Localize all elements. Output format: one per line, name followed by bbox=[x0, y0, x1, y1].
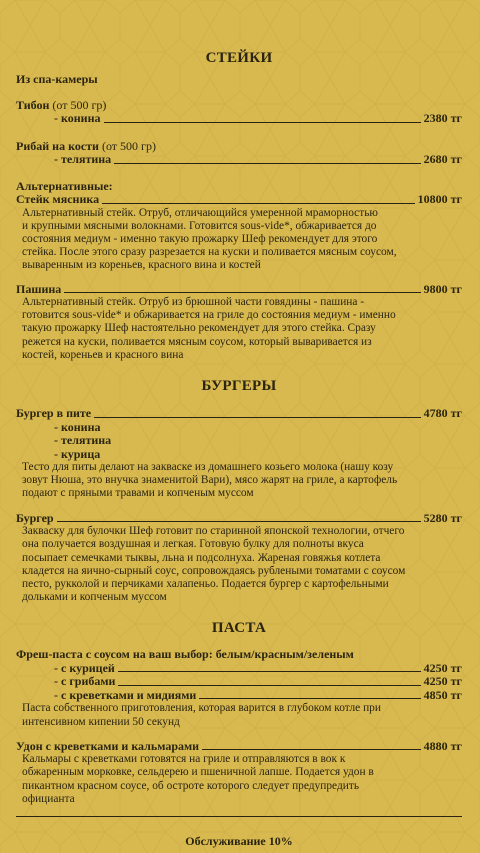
description-line: Закваску для булочки Шеф готовит по старинной японской технологии, отчего bbox=[22, 525, 405, 538]
fresh-pasta-option bbox=[16, 675, 462, 689]
spa-chamber-label: Из спа-камеры bbox=[16, 72, 98, 86]
description-line: она получается воздушная и легкая. Готовую булку для полноты вкуса bbox=[22, 538, 364, 551]
ribeye-note: (от 500 гр) bbox=[101, 138, 156, 153]
fresh-pasta-option bbox=[16, 662, 462, 676]
flank-steak-price: 9800 тг bbox=[423, 281, 462, 296]
tbone-item bbox=[16, 99, 462, 113]
butcher-steak-name: Стейк мясника bbox=[16, 192, 100, 206]
tbone-price: 2380 тг bbox=[423, 111, 462, 125]
description-line: подают с пряными травами и копченым муссом bbox=[22, 487, 254, 500]
fresh-pasta-option-price: 4250 тг bbox=[423, 674, 462, 689]
leader-line bbox=[202, 749, 421, 750]
description-line: песто, рукколой и перчиками халапеньо. Подается бургер с картофельными bbox=[22, 577, 389, 590]
pasta-section bbox=[16, 604, 462, 806]
pita-option: - конина bbox=[54, 419, 101, 434]
leader-line bbox=[199, 698, 420, 699]
description-line: и крупными мясными волокнами. Готовится sous-vide*, обжаривается до bbox=[22, 219, 377, 232]
udon-name: Удон с креветками и кальмарами bbox=[16, 738, 200, 753]
fresh-pasta-description bbox=[16, 702, 462, 728]
description-line: дольками и копченым муссом bbox=[22, 591, 167, 604]
description-line: Паста собственного приготовления, которая варится в глубоком котле при bbox=[22, 702, 381, 715]
pita-burger-description bbox=[16, 461, 462, 501]
ribeye-option-label: - телятина bbox=[54, 152, 112, 166]
udon-item bbox=[16, 740, 462, 754]
description-line: Альтернативный стейк. Отруб из брюшной части говядины - пашина - bbox=[22, 296, 365, 309]
burger-item bbox=[16, 512, 462, 526]
tbone-note: (от 500 гр) bbox=[52, 97, 107, 112]
ribeye-name: Рибай на кости bbox=[16, 138, 99, 153]
pita-burger-name: Бургер в пите bbox=[16, 406, 92, 421]
butcher-steak-price: 10800 тг bbox=[417, 192, 462, 206]
burger-description bbox=[16, 525, 462, 604]
pita-option: - курица bbox=[54, 446, 101, 461]
leader-line bbox=[104, 122, 421, 123]
description-line: обжаренным морковке, сельдерею и пшеничной лапше. Подается удон в bbox=[22, 766, 374, 779]
pasta-title: ПАСТА bbox=[211, 620, 267, 637]
tbone-option bbox=[16, 112, 462, 126]
description-line: Тесто для питы делают на закваске из домашнего козьего молока (нашу козу bbox=[22, 461, 394, 474]
pita-burger-item bbox=[16, 407, 462, 421]
leader-line bbox=[57, 521, 421, 522]
description-line: зовут Нюша, это внучка знаменитой Вари), мясо жарят на гриле, а картофель bbox=[22, 474, 398, 487]
ribeye-item bbox=[16, 140, 462, 154]
description-line: Альтернативный стейк. Отруб, отличающийся умеренной мраморностью bbox=[22, 206, 378, 219]
leader-line bbox=[118, 685, 420, 686]
leader-line bbox=[102, 203, 415, 204]
fresh-pasta-option-label: - с курицей bbox=[54, 660, 115, 675]
flank-steak-description bbox=[16, 296, 462, 362]
udon-price: 4880 тг bbox=[423, 738, 462, 753]
ribeye-price: 2680 тг bbox=[423, 152, 462, 166]
pita-burger-price: 4780 тг bbox=[423, 406, 462, 421]
steaks-section bbox=[16, 0, 462, 362]
description-line: кладется на яично-сырный соус, сопровождаясь рублеными томатами с соусом bbox=[22, 564, 406, 577]
leader-line bbox=[64, 292, 420, 293]
flank-steak-name: Пашина bbox=[16, 281, 62, 296]
service-charge: Обслуживание 10% bbox=[185, 834, 293, 849]
fresh-pasta-option bbox=[16, 689, 462, 703]
description-line: вываренным из кореньев, красного вина и костей bbox=[22, 259, 261, 272]
description-line: готовится sous-vide* и обжаривается на гриле до состояния медиум - именно bbox=[22, 309, 396, 322]
tbone-option-label: - конина bbox=[54, 111, 101, 125]
burger-name: Бургер bbox=[16, 510, 54, 525]
ribeye-option bbox=[16, 153, 462, 167]
description-line: интенсивном кипении 50 секунд bbox=[22, 715, 180, 728]
alternative-label: Альтернативные: bbox=[16, 178, 113, 193]
description-line: режется на куски, поливается мясным соусом, который вываривается из bbox=[22, 335, 372, 348]
fresh-pasta-option-label: - с креветками и мидиями bbox=[54, 687, 197, 702]
pita-option: - телятина bbox=[54, 433, 112, 448]
udon-description bbox=[16, 753, 462, 806]
description-line: костей, кореньев и красного вина bbox=[22, 348, 184, 361]
footer-divider bbox=[16, 816, 462, 817]
description-line: такую прожарку Шеф настоятельно рекомендует для этого стейка. Сразу bbox=[22, 322, 376, 335]
description-line: состояния медиум - именно такую прожарку Шеф рекомендует для этого bbox=[22, 232, 378, 245]
burgers-title: БУРГЕРЫ bbox=[201, 378, 277, 395]
leader-line bbox=[94, 417, 421, 418]
burgers-section bbox=[16, 362, 462, 604]
fresh-pasta-option-price: 4850 тг bbox=[423, 687, 462, 702]
description-line: стейка. После этого сразу разрезается на куски и поливается мясным соусом, bbox=[22, 246, 397, 259]
steaks-title: СТЕЙКИ bbox=[205, 50, 273, 66]
butcher-steak-item bbox=[16, 193, 462, 207]
burger-price: 5280 тг bbox=[423, 510, 462, 525]
fresh-pasta-name: Фреш-паста с соусом на ваш выбор: белым/красным/зеленым bbox=[16, 647, 354, 662]
description-line: пикантном красном соусе, об остроте которого следует предупредить bbox=[22, 779, 360, 792]
leader-line bbox=[114, 163, 420, 164]
description-line: официанта bbox=[22, 792, 75, 805]
fresh-pasta-option-price: 4250 тг bbox=[423, 660, 462, 675]
fresh-pasta-option-label: - с грибами bbox=[54, 674, 116, 689]
description-line: посыпает семечками тыквы, льна и подсолнуха. Жареная говяжья котлета bbox=[22, 551, 381, 564]
flank-steak-item bbox=[16, 283, 462, 297]
description-line: Кальмары с креветками готовятся на гриле и отправляются в вок к bbox=[22, 753, 346, 766]
leader-line bbox=[118, 671, 421, 672]
butcher-steak-description bbox=[16, 207, 462, 273]
tbone-name: Тибон bbox=[16, 97, 50, 112]
